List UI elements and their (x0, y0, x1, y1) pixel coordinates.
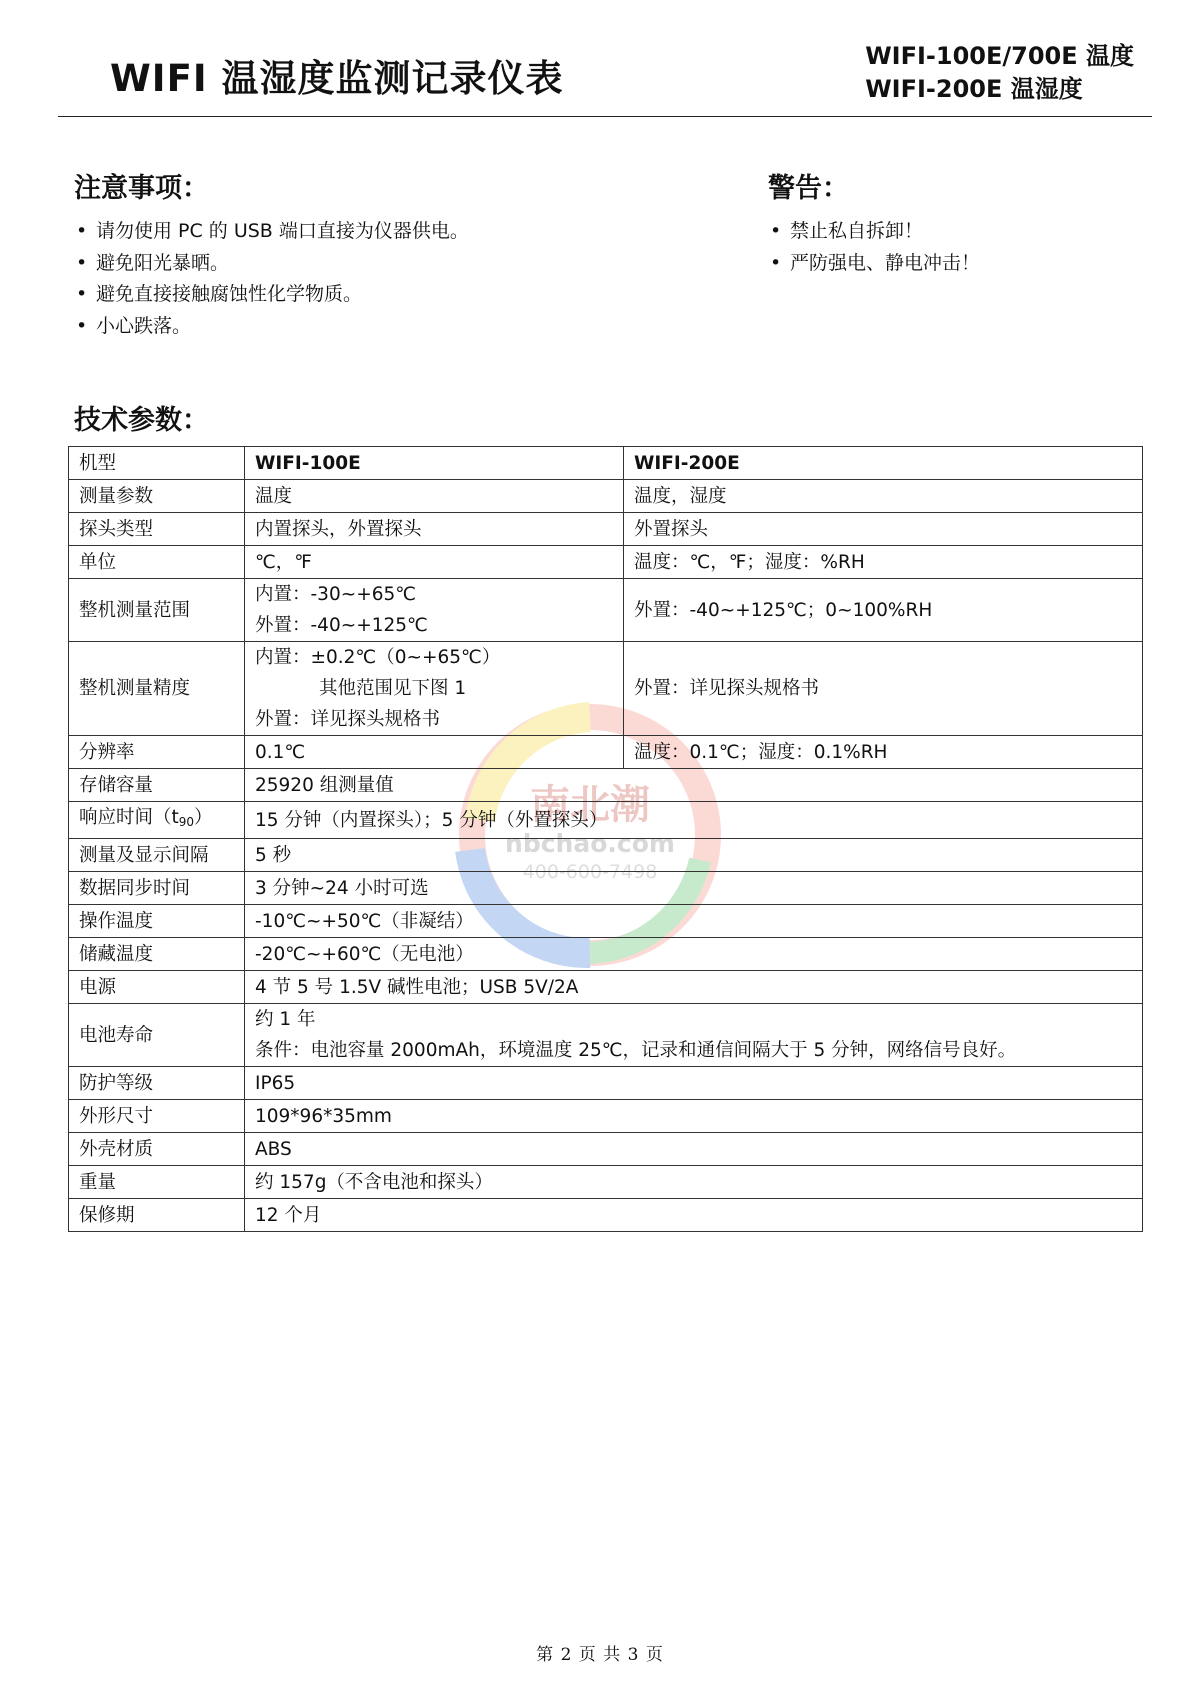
battery-label: 电池寿命 (69, 1004, 245, 1067)
material-label: 外壳材质 (69, 1133, 245, 1166)
size-label: 外形尺寸 (69, 1100, 245, 1133)
table-row (69, 1166, 1143, 1199)
response-label-text: 响应时间（t (79, 807, 179, 828)
probe-label: 探头类型 (69, 513, 245, 546)
store-temp-label: 储藏温度 (69, 938, 245, 971)
weight-value: 约 157g（不含电池和探头） (245, 1166, 1143, 1199)
battery-value (245, 1004, 1143, 1067)
warranty-label: 保修期 (69, 1199, 245, 1232)
notes-item: • 请勿使用 PC 的 USB 端口直接为仪器供电。 (74, 216, 469, 248)
table-row (69, 736, 1143, 769)
ip-value: IP65 (245, 1067, 1143, 1100)
warnings-item: • 严防强电、静电冲击！ (768, 248, 980, 280)
param-200e: 温度，湿度 (624, 480, 1143, 513)
watermark-brand: 南北潮 (530, 782, 650, 828)
range-100e-line: 内置：-30~+65℃ (255, 584, 417, 605)
table-row (69, 1100, 1143, 1133)
unit-100e: ℃，℉ (245, 546, 624, 579)
accuracy-100e-line: 其他范围见下图 1 (319, 678, 467, 699)
unit-200e: 温度：℃，℉；湿度：%RH (624, 546, 1143, 579)
response-label-close: ） (194, 807, 213, 828)
watermark-phone: 400-600-7498 (522, 861, 658, 883)
resolution-100e: 0.1℃ (245, 736, 624, 769)
table-row (69, 938, 1143, 971)
range-100e (245, 579, 624, 642)
model-designation (865, 40, 1134, 106)
interval-value: 5 秒 (245, 839, 1143, 872)
range-200e: 外置：-40~+125℃；0~100%RH (624, 579, 1143, 642)
interval-label: 测量及显示间隔 (69, 839, 245, 872)
battery-line: 约 1 年 (255, 1009, 316, 1030)
power-label: 电源 (69, 971, 245, 1004)
table-row (69, 642, 1143, 736)
table-row (69, 971, 1143, 1004)
response-value: 15 分钟（内置探头）；5 分钟（外置探头） (245, 802, 1143, 839)
table-row (69, 802, 1143, 839)
param-100e: 温度 (245, 480, 624, 513)
accuracy-label: 整机测量精度 (69, 642, 245, 736)
table-row (69, 546, 1143, 579)
storage-label: 存储容量 (69, 769, 245, 802)
document-title: WIFI 温湿度监测记录仪表 (110, 57, 564, 100)
warnings-heading: 警告： (768, 173, 849, 204)
page-number: 第 2 页 共 3 页 (536, 1645, 664, 1665)
table-row (69, 1133, 1143, 1166)
warnings-item: • 禁止私自拆卸！ (768, 216, 980, 248)
model-100e-header: WIFI-100E (245, 447, 624, 480)
table-row (69, 839, 1143, 872)
resolution-label: 分辨率 (69, 736, 245, 769)
store-temp-value: -20℃~+60℃（无电池） (245, 938, 1143, 971)
table-row (69, 769, 1143, 802)
probe-200e: 外置探头 (624, 513, 1143, 546)
model-line-2: WIFI-200E 温湿度 (865, 75, 1083, 103)
probe-100e: 内置探头，外置探头 (245, 513, 624, 546)
op-temp-value: -10℃~+50℃（非凝结） (245, 905, 1143, 938)
accuracy-100e-line: 外置：详见探头规格书 (255, 709, 441, 730)
table-row (69, 513, 1143, 546)
warranty-value: 12 个月 (245, 1199, 1143, 1232)
storage-value: 25920 组测量值 (245, 769, 1143, 802)
sync-label: 数据同步时间 (69, 872, 245, 905)
response-subscript: 90 (178, 815, 195, 829)
notes-item: • 避免阳光暴晒。 (74, 248, 469, 280)
resolution-200e: 温度：0.1℃；湿度：0.1%RH (624, 736, 1143, 769)
ip-label: 防护等级 (69, 1067, 245, 1100)
table-row (69, 1067, 1143, 1100)
table-row (69, 579, 1143, 642)
op-temp-label: 操作温度 (69, 905, 245, 938)
accuracy-100e-line: 内置：±0.2℃（0~+65℃） (255, 647, 501, 668)
model-line-1: WIFI-100E/700E 温度 (865, 42, 1134, 70)
battery-line: 条件：电池容量 2000mAh，环境温度 25℃，记录和通信间隔大于 5 分钟，网络信号良好。 (255, 1040, 1017, 1061)
spec-table (68, 446, 1143, 1232)
page-header (58, 36, 1152, 117)
table-row (69, 1004, 1143, 1067)
table-row (69, 872, 1143, 905)
notes-item: • 避免直接接触腐蚀性化学物质。 (74, 279, 469, 311)
response-label (69, 802, 245, 839)
model-label: 机型 (69, 447, 245, 480)
table-row (69, 905, 1143, 938)
range-100e-line: 外置：-40~+125℃ (255, 615, 428, 636)
size-value: 109*96*35mm (245, 1100, 1143, 1133)
table-row (69, 447, 1143, 480)
accuracy-200e: 外置：详见探头规格书 (624, 642, 1143, 736)
accuracy-100e (245, 642, 624, 736)
param-label: 测量参数 (69, 480, 245, 513)
specs-heading: 技术参数： (74, 405, 209, 436)
notes-heading: 注意事项： (74, 173, 209, 204)
model-200e-header: WIFI-200E (624, 447, 1143, 480)
notes-list (74, 216, 469, 342)
table-row (69, 1199, 1143, 1232)
watermark-url: nbchao.com (505, 829, 675, 858)
sync-value: 3 分钟~24 小时可选 (245, 872, 1143, 905)
material-value: ABS (245, 1133, 1143, 1166)
notes-item: • 小心跌落。 (74, 311, 469, 343)
power-value: 4 节 5 号 1.5V 碱性电池；USB 5V/2A (245, 971, 1143, 1004)
warnings-list (768, 216, 980, 279)
range-label: 整机测量范围 (69, 579, 245, 642)
table-row (69, 480, 1143, 513)
unit-label: 单位 (69, 546, 245, 579)
weight-label: 重量 (69, 1166, 245, 1199)
